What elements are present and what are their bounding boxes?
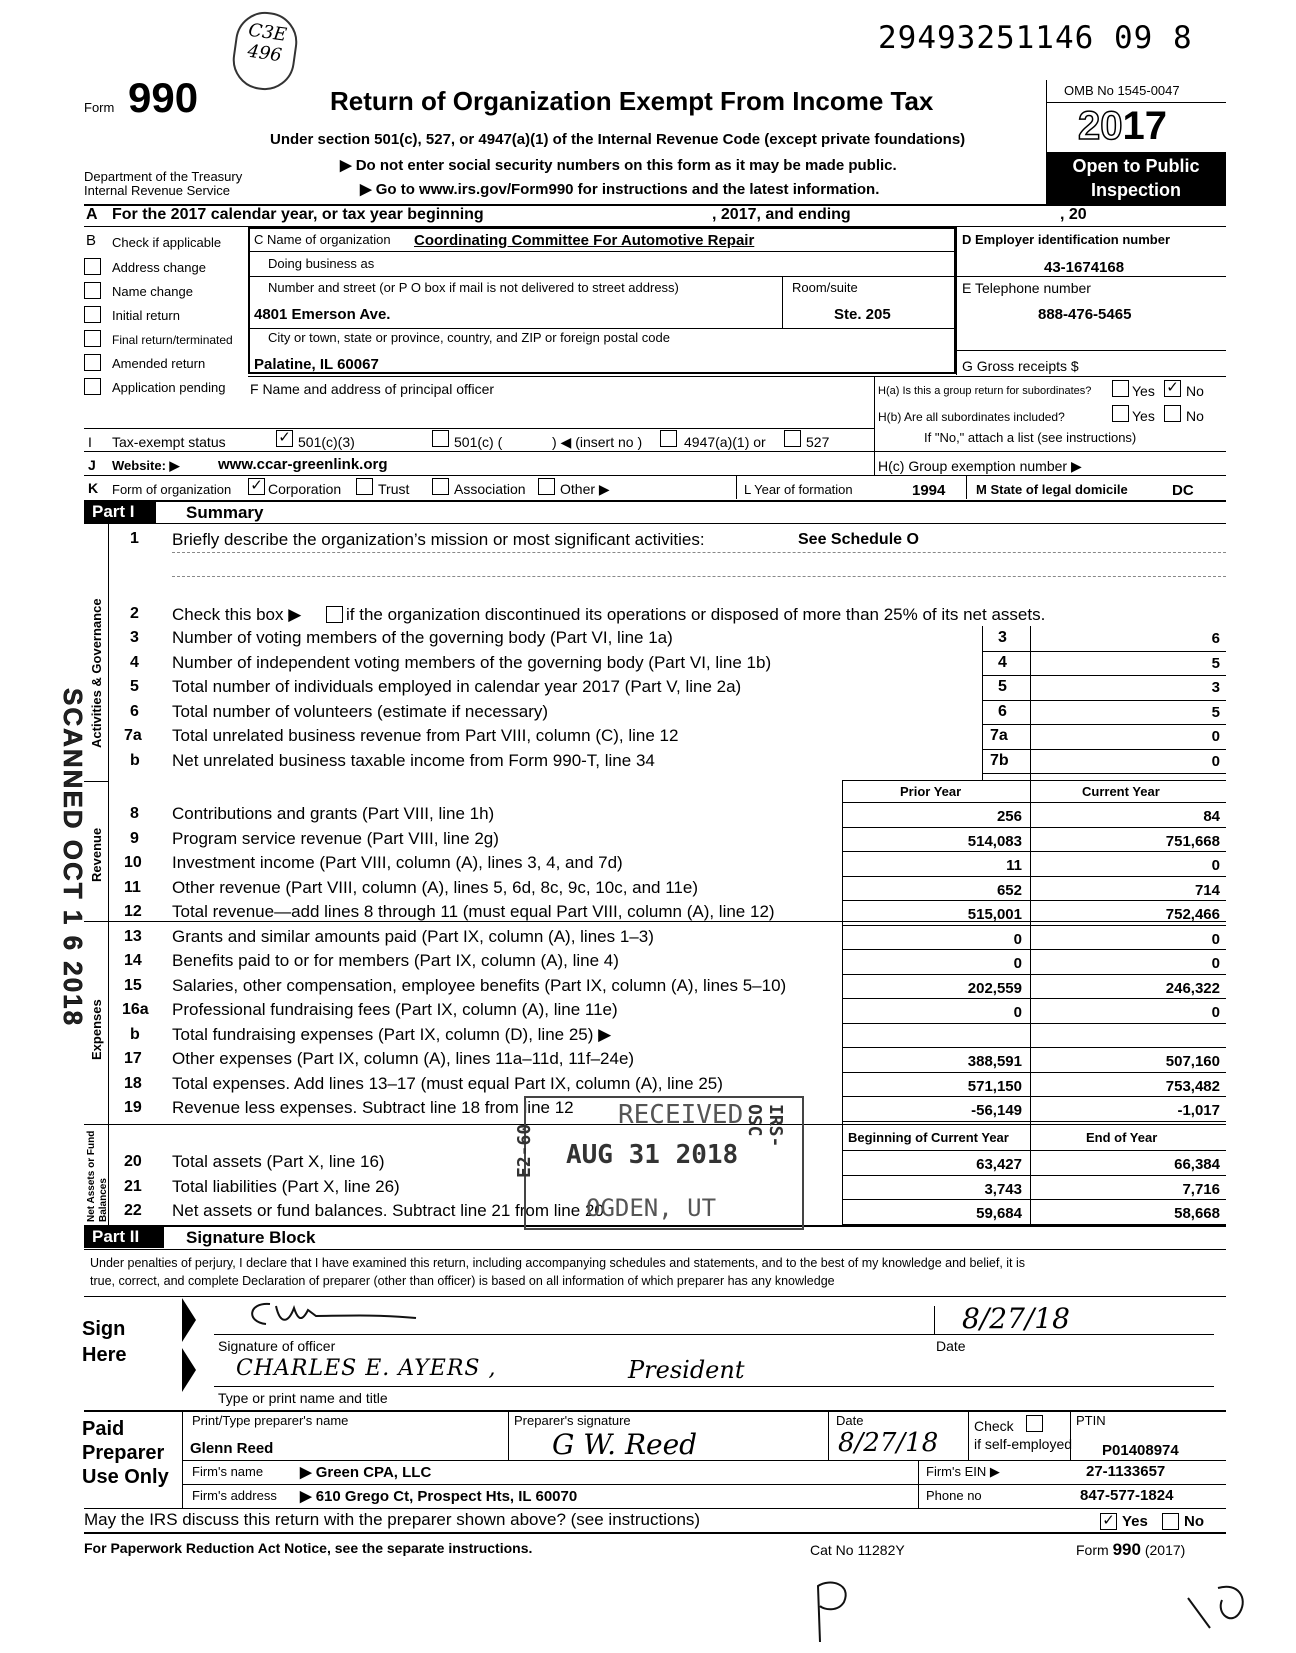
fin-row-rule [842,974,1226,975]
dba-label: Doing business as [268,256,375,271]
date-label: Date [936,1338,966,1354]
gov-line-box: 6 [998,702,1007,720]
corner-stamp-line2: 496 [246,40,284,67]
fin-current-value[interactable]: 0 [1211,930,1220,948]
other-checkbox[interactable] [538,478,555,495]
fin-row-rule [842,1121,1226,1122]
fin-prior-value[interactable]: 11 [1006,857,1022,874]
line-a-text: For the 2017 calendar year, or tax year beginning [112,206,484,223]
fin-current-value[interactable]: 752,466 [1165,906,1220,923]
footer-notice: For Paperwork Reduction Act Notice, see the separate instructions. [84,1540,533,1556]
handwritten-p [800,1576,860,1651]
year-formation-label: L Year of formation [744,482,853,497]
fin-prior-value[interactable]: 652 [996,881,1022,899]
net-begin-value[interactable]: 3,743 [984,1180,1022,1198]
discuss-no-checkbox[interactable] [1162,1513,1179,1530]
footer-cat: Cat No 11282Y [810,1542,905,1558]
fin-line-text: Grants and similar amounts paid (Part IX, column (A), lines 1–3) [172,926,654,946]
fin-prior-value[interactable]: 0 [1013,1004,1022,1021]
footer-form-number: 990 [1112,1540,1141,1559]
h-b-note: If "No," attach a list (see instructions) [924,430,1137,445]
prep-name[interactable]: Glenn Reed [190,1440,274,1457]
fin-prior-value[interactable]: 202,559 [967,979,1022,997]
fin-line-text: Revenue less expenses. Subtract line 18 from line 12 [172,1098,574,1117]
501c-insert-label: ) ◀ (insert no ) [552,434,643,450]
527-label: 527 [806,434,830,450]
received-word: RECEIVED [618,1100,744,1130]
fin-row-rule [842,1072,1226,1073]
year-formation-value[interactable]: 1994 [912,482,946,499]
fin-current-value[interactable]: 751,668 [1165,832,1220,850]
fin-line-text: Total expenses. Add lines 13–17 (must equal Part IX, column (A), line 25) [172,1073,723,1093]
state-domicile-value[interactable]: DC [1172,482,1194,499]
gov-row-rule [982,700,1226,701]
address-change-checkbox[interactable] [84,258,101,275]
fin-current-value[interactable]: 0 [1211,857,1220,874]
fin-line-num: 15 [124,976,142,994]
perjury-line-1: Under penalties of perjury, I declare that I have examined this return, including accompanying schedules and statements, and to the best of my knowledge and belief, it is [90,1256,1026,1270]
gov-line-value[interactable]: 5 [1211,703,1220,721]
fin-line-text: Total fundraising expenses (Part IX, column (D), line 25) ▶ [172,1024,612,1044]
net-end-value[interactable]: 7,716 [1182,1180,1220,1198]
net-end-value[interactable]: 66,384 [1174,1156,1220,1173]
501c3-label: 501(c)(3) [298,434,355,450]
gov-line-value[interactable]: 5 [1211,654,1220,672]
fin-row-rule [842,900,1226,901]
fin-line-text: Program service revenue (Part VIII, line 2g) [172,828,499,848]
gov-line-text: Total number of individuals employed in calendar year 2017 (Part V, line 2a) [172,677,742,696]
line1-num: 1 [130,530,139,547]
initial-return-checkbox[interactable] [84,306,101,323]
sign-arrow-2 [182,1348,196,1392]
line2-text-b: if the organization discontinued its operations or disposed of more than 25% of its net assets. [346,605,1046,624]
fin-line-text: Benefits paid to or for members (Part IX, column (A), line 4) [172,951,619,970]
line-i-letter: I [88,434,92,450]
room-label: Room/suite [792,280,858,295]
gov-line-box: 3 [998,629,1007,646]
officer-sign-date[interactable]: 8/27/18 [962,1302,1070,1335]
firm-name[interactable]: ▶ Green CPA, LLC [300,1464,432,1481]
h-b-no-checkbox[interactable] [1164,405,1181,422]
prep-date[interactable]: 8/27/18 [838,1428,939,1458]
gov-line-text: Total number of volunteers (estimate if necessary) [172,701,549,721]
fin-current-value[interactable]: 753,482 [1165,1077,1220,1095]
firm-address-label: Firm's address [192,1488,277,1503]
fin-line-num: 10 [124,854,142,871]
line1-text: Briefly describe the organization’s mission or most significant activities: [172,530,705,549]
line2-num: 2 [130,605,139,622]
fin-prior-value[interactable]: 256 [996,808,1022,825]
col-begin-year: Beginning of Current Year [848,1130,1009,1145]
sign-arrow-1 [182,1298,196,1342]
gov-line-num: b [130,751,140,769]
city-label: City or town, state or province, country, and ZIP or foreign postal code [268,330,670,345]
fin-current-value[interactable]: 0 [1211,955,1220,972]
line-j-letter: J [88,457,96,473]
phone-label: Phone no [926,1488,982,1503]
preparer-phone[interactable]: 847-577-1824 [1080,1487,1174,1504]
inspection-label: Inspection [1090,180,1181,200]
fin-line-num: 14 [124,952,142,969]
dept-treasury: Department of the Treasury [84,169,243,184]
fin-current-value[interactable]: 714 [1194,881,1220,899]
association-checkbox[interactable] [432,478,449,495]
line-a-end: , 20 [1060,206,1087,223]
website-value[interactable]: www.ccar-greenlink.org [218,456,388,473]
501c-checkbox[interactable] [432,430,449,447]
application-pending-checkbox[interactable] [84,378,101,395]
part2-tag: Part II [84,1226,164,1248]
fin-row-rule [842,876,1226,877]
received-ogden: OGDEN, UT [586,1194,717,1222]
officer-signature[interactable] [236,1296,476,1332]
gov-line-num: 4 [130,653,139,671]
side-activities-governance: Activities & Governance [89,598,104,748]
fin-line-num: 8 [130,805,139,822]
fin-row-rule [842,925,1226,926]
address-change-label: Address change [112,260,206,275]
gov-line-text: Number of independent voting members of the governing body (Part VI, line 1b) [172,652,772,672]
line-k-letter: K [88,480,99,496]
tax-exempt-label: Tax-exempt status [112,434,226,450]
gov-line-box: 5 [998,678,1007,695]
firm-name-value: Green CPA, LLC [315,1464,432,1481]
fin-row-rule [842,998,1226,999]
fin-current-value[interactable]: 84 [1203,808,1220,825]
preparer-label: Preparer [82,1442,165,1464]
gov-row-rule [982,724,1226,725]
net-line-text: Total liabilities (Part X, line 26) [172,1176,400,1196]
527-checkbox[interactable] [784,430,801,447]
gross-receipts-label: G Gross receipts $ [962,358,1079,374]
h-a-yes-checkbox[interactable] [1112,380,1129,397]
net-line-num: 20 [124,1153,142,1170]
received-date: AUG 31 2018 [566,1140,739,1170]
received-e2: E2-60 [514,1123,535,1178]
gov-line-num: 5 [130,678,139,695]
open-to-public-label: Open to Public [1072,156,1200,176]
gov-line-text: Total unrelated business revenue from Part VIII, column (C), line 12 [172,726,679,745]
fin-prior-value[interactable]: -56,149 [971,1102,1022,1119]
col-current-year: Current Year [1082,784,1160,799]
street-value[interactable]: 4801 Emerson Ave. [254,306,391,323]
fin-prior-value[interactable]: 515,001 [967,906,1022,923]
signature-label: Signature of officer [218,1338,336,1354]
state-domicile-label: M State of legal domicile [976,482,1128,497]
prep-date-label: Date [836,1413,864,1428]
net-begin-value[interactable]: 59,684 [976,1205,1022,1222]
fin-prior-value[interactable]: 514,083 [967,832,1022,850]
line2-text-a: Check this box ▶ [172,605,302,624]
form-subtitle-1: Under section 501(c), 527, or 4947(a)(1) of the Internal Revenue Code (except private foundations) [270,131,966,148]
firm-ein-label: Firm's EIN ▶ [926,1464,1000,1479]
final-return-checkbox[interactable] [84,330,101,347]
h-b-yes-checkbox[interactable] [1112,405,1129,422]
501c3-checkbox[interactable]: ✓ [276,430,293,447]
here-label: Here [82,1344,127,1366]
self-employed-checkbox[interactable] [1026,1415,1043,1432]
sign-label: Sign [82,1318,126,1340]
fin-line-text: Total revenue—add lines 8 through 11 (must equal Part VIII, column (A), line 12) [172,902,775,921]
4947-label: 4947(a)(1) or [684,434,766,450]
discuss-question: May the IRS discuss this return with the preparer shown above? (see instructions) [84,1510,701,1529]
firm-address-value: 610 Grego Ct, Prospect Hts, IL 60070 [315,1488,578,1505]
initial-return-label: Initial return [112,308,180,323]
corner-stamp [229,8,301,94]
omb-number: OMB No 1545-0047 [1064,83,1180,98]
side-net-assets: Net Assets or Fund Balances [86,1130,109,1222]
gov-row-rule [982,651,1226,652]
name-change-label: Name change [112,284,193,299]
fin-line-num: 18 [124,1074,142,1092]
h-b-no-label: No [1186,408,1204,424]
line-a-letter: A [86,206,98,223]
fin-line-num: 16a [122,1001,149,1018]
gov-line-value[interactable]: 3 [1211,679,1220,696]
telephone-label: E Telephone number [962,280,1091,296]
association-label: Association [454,481,526,497]
section-b-title: Check if applicable [112,235,222,250]
footer-form-word: Form [1076,1542,1109,1558]
footer-form-year: (2017) [1144,1542,1186,1558]
use-only-label: Use Only [82,1466,169,1488]
fin-line-num: 9 [130,829,139,847]
footer-form [1076,1540,1185,1560]
self-employed-label: if self-employed [974,1436,1073,1452]
fin-line-text: Investment income (Part VIII, column (A), lines 3, 4, and 7d) [172,853,623,872]
net-row-rule [842,1199,1226,1200]
ein-label: D Employer identification number [962,232,1171,247]
501c-label: 501(c) ( [454,434,503,450]
fin-line-text: Other revenue (Part VIII, column (A), lines 5, 6d, 8c, 9c, 10c, and 11e) [172,877,698,897]
gov-row-rule [982,749,1226,750]
fin-prior-value[interactable]: 571,150 [967,1077,1022,1095]
tax-year-prefix: 20 [1078,104,1123,148]
fin-line-text: Other expenses (Part IX, column (A), lines 11a–11d, 11f–24e) [172,1049,635,1068]
fin-line-text: Professional fundraising fees (Part IX, column (A), line 11e) [172,1000,618,1019]
h-a-label: H(a) Is this a group return for subordinates? [878,385,1092,397]
fin-row-rule [842,1023,1226,1024]
form-title: Return of Organization Exempt From Income Tax [330,86,934,116]
gov-line-box: 4 [998,653,1007,671]
fin-current-value[interactable]: 0 [1211,1004,1220,1021]
col-end-year: End of Year [1086,1130,1158,1145]
form-number: 990 [128,74,199,121]
h-b-yes-label: Yes [1132,408,1155,424]
fin-line-num: 11 [124,878,141,896]
handwritten-16 [1182,1568,1262,1643]
trust-checkbox[interactable] [356,478,373,495]
fin-row-rule [842,1096,1226,1097]
discuss-no-label: No [1184,1513,1204,1530]
ptin-value[interactable]: P01408974 [1102,1442,1179,1459]
prep-signature[interactable]: G W. Reed [552,1428,698,1461]
fin-current-value[interactable]: 246,322 [1165,979,1220,997]
prep-name-label: Print/Type preparer's name [192,1413,349,1428]
gov-line-box: 7a [990,727,1008,744]
firm-name-label: Firm's name [192,1464,264,1479]
side-revenue: Revenue [89,827,104,882]
side-expenses: Expenses [89,999,104,1060]
part1-title: Summary [186,503,264,522]
gov-line-text: Net unrelated business taxable income from Form 990-T, line 34 [172,750,655,770]
irs-service: Internal Revenue Service [84,183,230,198]
paid-label: Paid [82,1418,125,1440]
principal-officer-label: F Name and address of principal officer [250,381,495,397]
form-of-org-label: Form of organization [112,482,232,497]
final-return-label: Final return/terminated [112,333,233,347]
open-to-public-box [1046,152,1226,204]
fin-line-num: 13 [124,927,142,945]
net-line-num: 21 [124,1177,142,1195]
fin-line-text: Contributions and grants (Part VIII, line 1h) [172,804,495,823]
self-employed-check-label: Check [974,1418,1014,1434]
prep-sig-label: Preparer's signature [514,1413,631,1428]
org-name[interactable]: Coordinating Committee For Automotive Repair [414,232,755,249]
org-info-box [248,227,956,374]
line1-value[interactable]: See Schedule O [798,531,919,548]
section-b-letter: B [86,232,97,249]
fin-row-rule [842,851,1226,852]
fin-row-rule [842,949,1226,950]
fin-row-rule [842,827,1226,828]
gov-line-value[interactable]: 0 [1211,752,1220,770]
form-subtitle-2: ▶ Do not enter social security numbers on this form as it may be made public. [340,157,897,174]
fin-prior-value[interactable]: 388,591 [967,1053,1022,1070]
org-name-label: C Name of organization [254,232,391,247]
col-prior-year: Prior Year [900,784,962,799]
gov-line-num: 3 [130,629,139,646]
gov-line-box: 7b [990,751,1009,769]
h-b-label: H(b) Are all subordinates included? [878,410,1065,424]
fin-current-value[interactable]: 507,160 [1165,1053,1220,1070]
gov-line-text: Number of voting members of the governing body (Part VI, line 1a) [172,628,673,647]
dln-number: 29493251146 09 8 [878,20,1193,56]
net-begin-value[interactable]: 63,427 [976,1156,1022,1173]
ptin-label: PTIN [1076,1413,1106,1428]
gov-line-num: 6 [130,702,139,720]
application-pending-label: Application pending [112,380,226,395]
discuss-yes-checkbox[interactable]: ✓ [1100,1513,1117,1530]
net-line-text: Total assets (Part X, line 16) [172,1152,385,1171]
part2-title: Signature Block [186,1228,316,1247]
received-irs-osc: IRS-OSC [744,1104,786,1148]
website-label: Website: ▶ [112,458,180,473]
h-c-label: H(c) Group exemption number ▶ [878,458,1082,474]
fin-prior-value[interactable]: 0 [1013,955,1022,972]
fin-row-rule [842,1047,1226,1048]
fin-prior-value[interactable]: 0 [1013,930,1022,948]
trust-label: Trust [378,481,410,497]
fin-line-text: Salaries, other compensation, employee benefits (Part IX, column (A), lines 5–10) [172,975,787,995]
received-stamp [514,1096,804,1230]
line2-checkbox[interactable] [326,606,343,623]
firm-ein[interactable]: 27-1133657 [1086,1463,1166,1480]
city-value[interactable]: Palatine, IL 60067 [254,356,379,373]
gov-line-value[interactable]: 0 [1211,728,1220,745]
4947-checkbox[interactable] [660,430,677,447]
fin-line-num: b [130,1025,140,1043]
h-a-no-label: No [1186,383,1204,399]
tax-year-suffix: 17 [1122,104,1167,148]
net-line-text: Net assets or fund balances. Subtract line 21 from line 20 [172,1201,604,1220]
line-a-mid: , 2017, and ending [712,206,851,223]
corporation-checkbox[interactable]: ✓ [248,478,265,495]
other-label: Other ▶ [560,481,610,497]
form-word: Form [84,100,115,115]
h-a-yes-label: Yes [1132,383,1155,399]
telephone-value[interactable]: 888-476-5465 [1038,306,1132,323]
fin-line-num: 12 [124,903,142,920]
officer-name[interactable]: CHARLES E. AYERS , [236,1356,497,1381]
street-label: Number and street (or P O box if mail is not delivered to street address) [268,280,679,295]
scanned-stamp: SCANNED OCT 1 6 2018 [58,688,88,1028]
corporation-label: Corporation [268,481,342,497]
net-end-value[interactable]: 58,668 [1174,1205,1220,1222]
discuss-yes-label: Yes [1122,1513,1148,1530]
amended-return-label: Amended return [112,356,206,371]
gov-row-rule [982,675,1226,676]
net-line-num: 22 [124,1202,142,1219]
gov-line-value[interactable]: 6 [1211,630,1220,647]
fin-line-num: 17 [124,1050,142,1067]
part1-tag: Part I [84,501,156,523]
name-title-label: Type or print name and title [218,1390,388,1406]
amended-return-checkbox[interactable] [84,354,101,371]
gov-line-num: 7a [124,727,142,744]
gov-row-rule [982,773,1226,774]
firm-address[interactable]: ▶ 610 Grego Ct, Prospect Hts, IL 60070 [300,1488,578,1505]
h-a-no-checkbox[interactable]: ✓ [1164,380,1181,397]
net-row-rule [842,1175,1226,1176]
ein-value[interactable]: 43-1674168 [1044,259,1125,276]
tax-year [1078,104,1167,148]
fin-line-num: 19 [124,1099,142,1116]
corner-stamp-line1: C3E [247,19,289,46]
officer-title[interactable]: President [628,1356,745,1384]
fin-current-value[interactable]: -1,017 [1177,1102,1220,1119]
name-change-checkbox[interactable] [84,282,101,299]
room-value[interactable]: Ste. 205 [834,306,891,323]
perjury-line-2: true, correct, and complete Declaration of preparer (other than officer) is based on all information of which preparer has any knowledge [90,1274,835,1288]
form-subtitle-3: ▶ Go to www.irs.gov/Form990 for instructions and the latest information. [360,181,880,198]
